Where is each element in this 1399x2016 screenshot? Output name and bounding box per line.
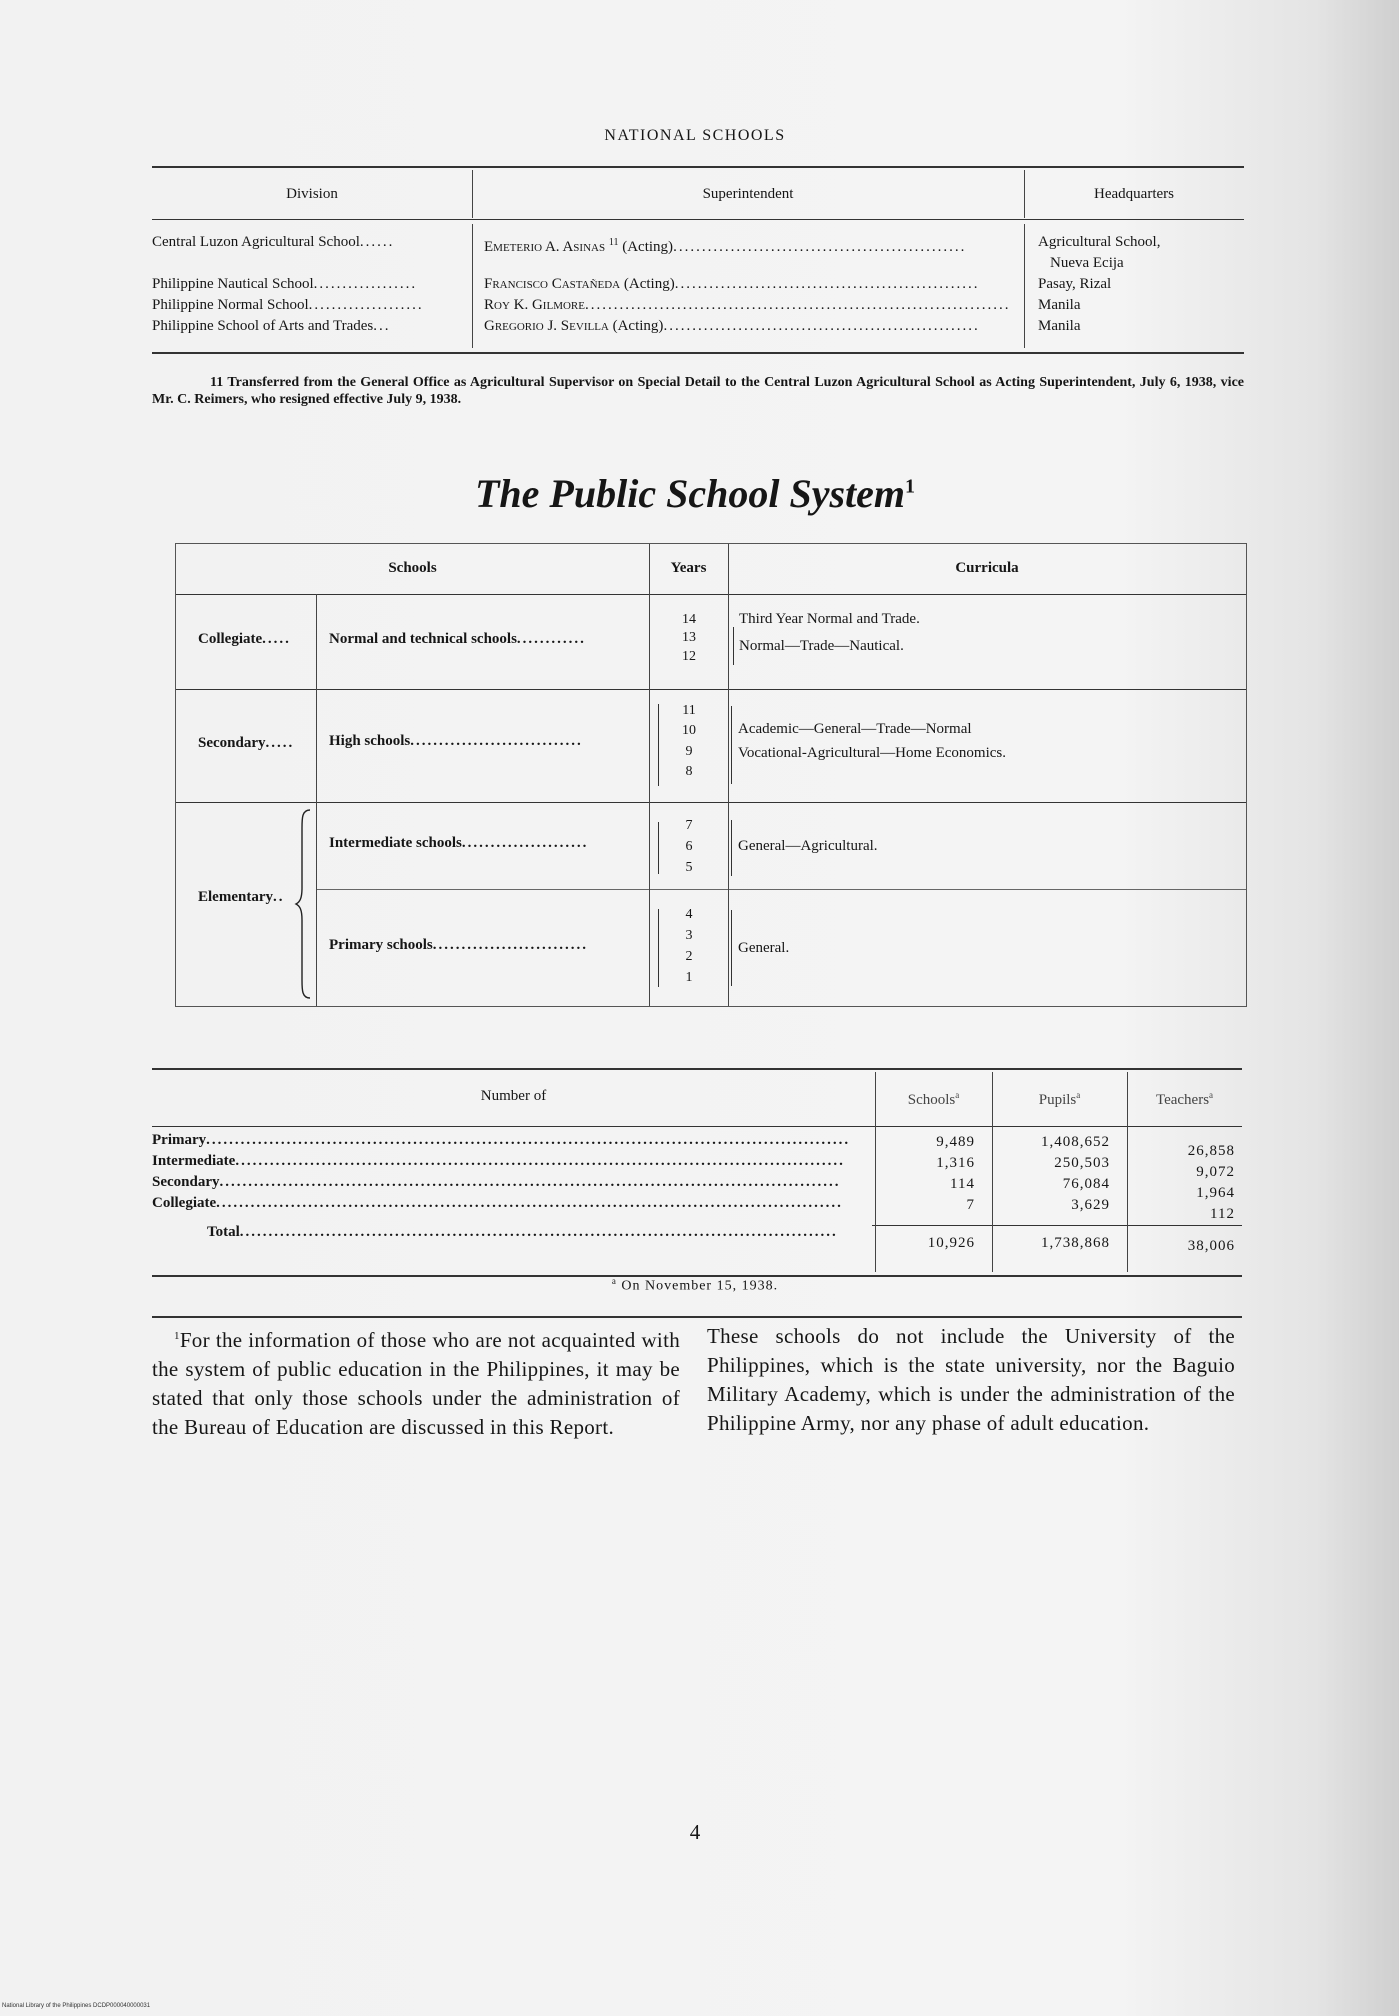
footnote-11: 11 Transferred from the General Office as Agricultural Supervisor on Special Detail to the Central Luzon Agricultural School as Acting Superintendent, July 6, 1938, vice Mr. C. Reimers, who resigned effective July 9, 1938. [152,375,1244,407]
division-cell: Philippine Normal School [152,297,309,313]
year-4: 4 [685,907,693,922]
header-schools: Schools [388,560,437,576]
level-collegiate: Collegiate..... [198,631,291,647]
header-pupils: Pupils$^a$ [1038,1090,1081,1108]
headquarters-cell: Manila [1038,318,1081,334]
superintendent-cell: Francisco Castañeda [484,276,621,292]
row-label-collegiate: Collegiate............................................................................................................. [152,1195,843,1211]
public-school-system-table [175,543,1247,1007]
year-1: 1 [685,970,693,985]
row-label-intermediate: Intermediate.......................................................................................................... [152,1153,845,1169]
division-cell: Central Luzon Agricultural School [152,234,360,250]
table-row: Central Luzon Agricultural School...... [152,234,395,250]
primary-pupils: 1,408,652 [1041,1134,1110,1150]
intermediate-teachers: 9,072 [1196,1164,1235,1180]
headquarters-cell: Manila [1038,297,1081,313]
header-teachers: Teachers$^a$ [1155,1090,1214,1108]
secondary-teachers: 1,964 [1196,1185,1235,1201]
primary-teachers: 26,858 [1187,1143,1235,1159]
row-label-total: Total........................................................................................................ [207,1224,838,1240]
year-2: 2 [685,949,693,964]
division-cell: Philippine Nautical School [152,276,314,292]
superintendent-role: (Acting) [622,239,674,255]
divider [152,1316,1242,1318]
header-superintendent: Superintendent [702,186,794,202]
division-cell: Philippine School of Arts and Trades [152,318,374,334]
page-number: 4 [689,1820,701,1844]
body-text-left: $^1$For the information of those who are not acquainted with the system of public education in the Philippines, it may be stated that only those schools under the administration of the Bureau of Education are discussed in this Report. [152,1328,680,1439]
school-type-primary: Primary schools........................... [329,937,588,953]
school-type-high: High schools.............................. [329,733,583,749]
row-label-primary: Primary................................................................................................................ [152,1132,851,1148]
school-type-normal-technical: Normal and technical schools............ [329,631,586,647]
year-8: 8 [685,764,693,779]
year-7: 7 [685,818,693,833]
enrollment-table [152,1068,1242,1278]
year-3: 3 [685,928,693,943]
table-row: Emeterio A. Asinas $^{11}$ (Acting)................................................... [484,237,967,255]
year-13: 13 [682,630,696,645]
table-row: Gregorio J. Sevilla (Acting)....................................................... [484,318,980,334]
superintendent-cell: Emeterio A. Asinas [484,239,606,255]
collegiate-teachers: 112 [1210,1206,1235,1222]
curricula-primary: General. [738,940,790,956]
table-row: Roy K. Gilmore.......................................................................... [484,297,1011,313]
curricula-secondary-1: Academic—General—Trade—Normal [738,721,972,737]
table-row: Philippine School of Arts and Trades... [152,318,391,334]
library-watermark: National Library of the Philippines DCDP000040000031 [2,2003,151,2009]
section-title-text: The Public School System [475,471,905,516]
public-school-system-title [0,470,1390,517]
year-10: 10 [682,723,696,738]
curricula-secondary-2: Vocational-Agricultural—Home Economics. [738,745,1006,761]
superintendent-role: (Acting) [623,276,675,292]
curricula-intermediate: General—Agricultural. [738,838,878,854]
curricula-collegiate-2: Normal—Trade—Nautical. [739,638,904,654]
level-secondary: Secondary..... [198,735,295,751]
table-footnote: $^a$ On November 15, 1938. [611,1276,779,1294]
row-label-secondary: Secondary............................................................................................................ [152,1174,841,1190]
curricula-collegiate-1: Third Year Normal and Trade. [739,611,920,627]
year-5: 5 [685,860,693,875]
secondary-pupils: 76,084 [1062,1176,1110,1192]
superintendent-role: (Acting) [612,318,664,334]
year-14: 14 [682,612,696,627]
body-text-right: These schools do not include the University of the Philippines, which is the state university, nor the Baguio Military Academy, which is under the administration of the Philippine Army, nor any phase of adult education. [707,1324,1235,1435]
collegiate-schools: 7 [966,1197,975,1213]
table-row: Francisco Castañeda (Acting)..................................................... [484,276,980,292]
year-6: 6 [685,839,693,854]
header-number-of: Number of [480,1088,547,1104]
total-teachers: 38,006 [1187,1238,1235,1254]
superintendent-cell: Gregorio J. Sevilla [484,318,609,334]
school-type-intermediate: Intermediate schools...................... [329,835,589,851]
table-row: Philippine Normal School.................... [152,297,424,313]
year-9: 9 [685,744,693,759]
headquarters-cell-line2: Nueva Ecija [1050,255,1124,271]
year-11: 11 [682,703,696,718]
header-headquarters: Headquarters [1094,186,1174,202]
year-12: 12 [682,649,696,664]
intermediate-schools: 1,316 [936,1155,975,1171]
headquarters-cell: Agricultural School, [1038,234,1161,250]
intermediate-pupils: 250,503 [1054,1155,1110,1171]
primary-schools: 9,489 [936,1134,975,1150]
total-pupils: 1,738,868 [1041,1235,1110,1251]
secondary-schools: 114 [950,1176,975,1192]
header-curricula: Curricula [955,560,1019,576]
header-schools: Schools$^a$ [907,1090,960,1108]
footnote-ref: 1 [905,475,915,498]
superintendent-cell: Roy K. Gilmore [484,297,585,313]
table-row: Philippine Nautical School.................. [152,276,418,292]
national-schools-title: NATIONAL SCHOOLS [604,127,786,144]
header-years: Years [670,560,707,576]
footnote-ref: 11 [608,237,619,248]
total-schools: 10,926 [927,1235,975,1251]
level-elementary: Elementary.. [198,889,285,905]
national-schools-table [152,166,1244,356]
collegiate-pupils: 3,629 [1071,1197,1110,1213]
header-division: Division [286,186,338,202]
headquarters-cell: Pasay, Rizal [1038,276,1112,292]
curly-brace-icon [294,808,316,1000]
